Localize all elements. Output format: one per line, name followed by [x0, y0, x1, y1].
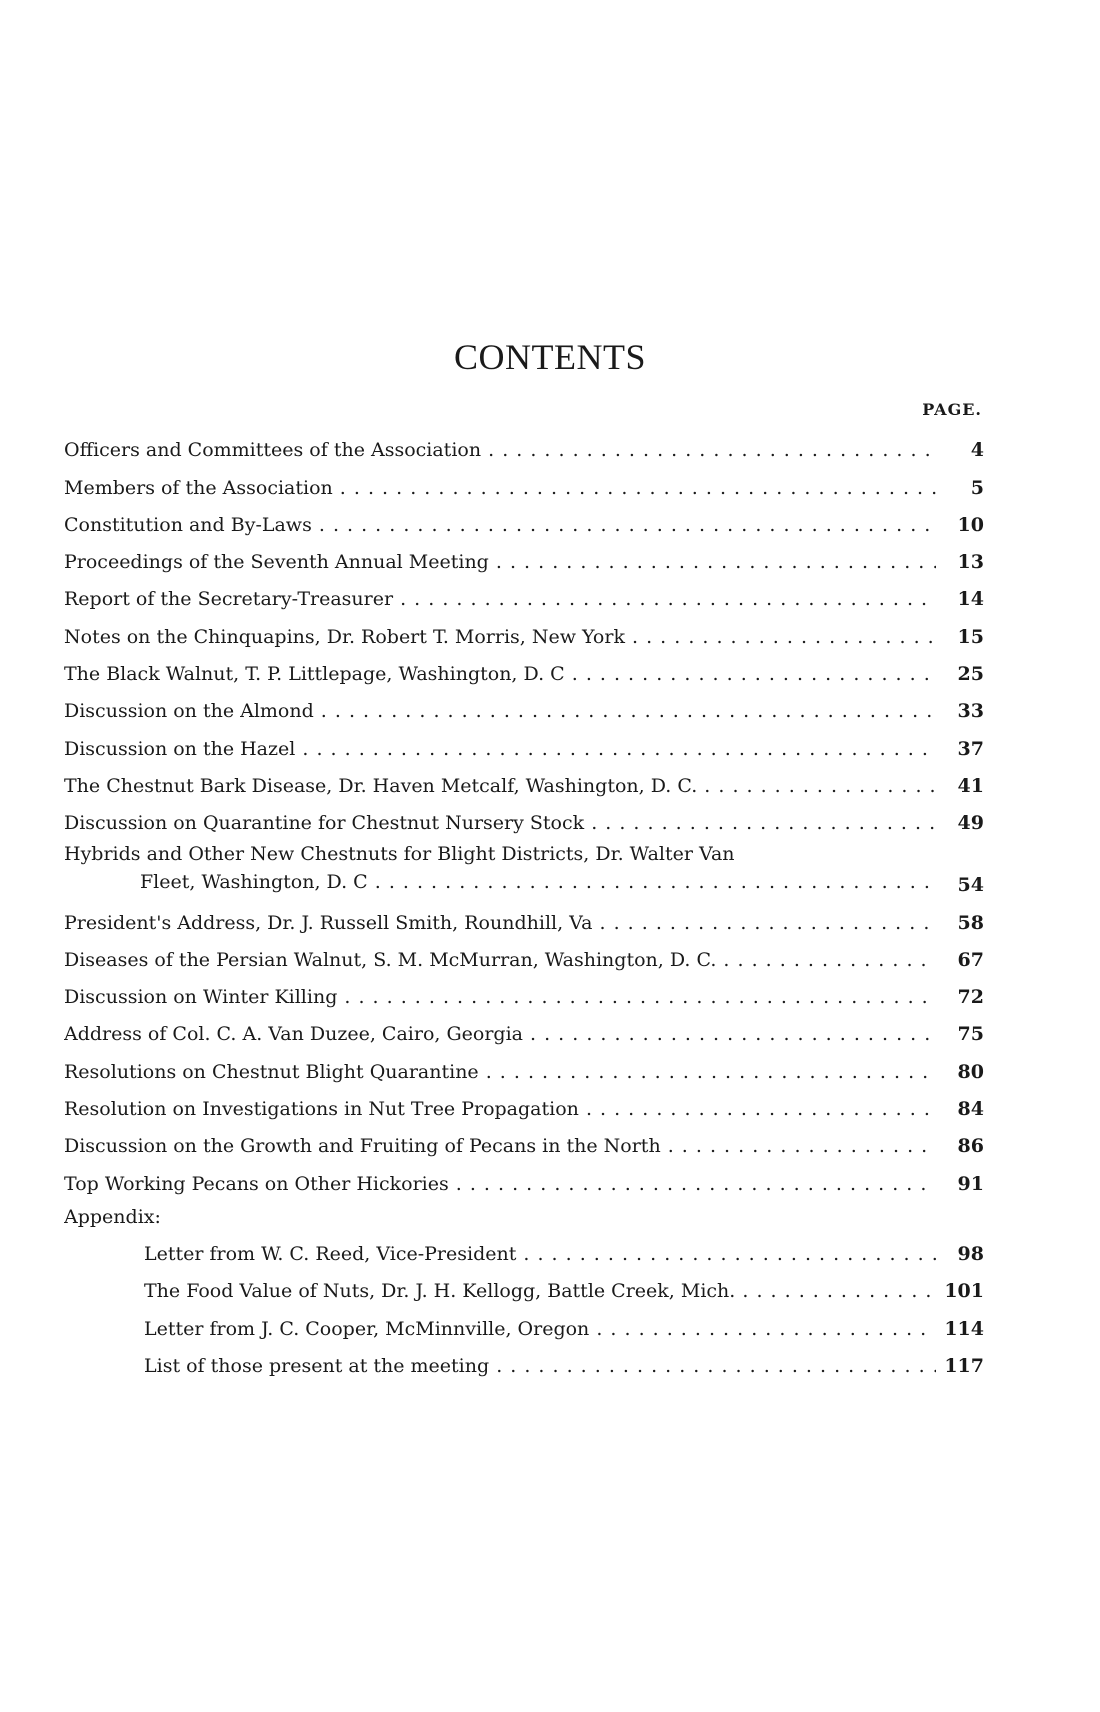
- toc-entry-page: 86: [957, 1135, 984, 1158]
- toc-entry: [64, 505, 984, 542]
- toc-entry-page: 98: [957, 1242, 984, 1265]
- toc-entry-title: Members of the Association . . .: [64, 477, 936, 505]
- toc-entry: [64, 691, 984, 728]
- toc-entry-title-line1: Hybrids and Other New Chestnuts for Blight Districts, Dr. Walter Van: [64, 843, 735, 866]
- appendix-heading-row: [64, 1201, 984, 1234]
- toc-entry-page: 67: [957, 948, 984, 971]
- appendix-heading: Appendix:: [64, 1205, 161, 1228]
- toc-entry-page: 80: [957, 1060, 984, 1083]
- toc-entry-title: Diseases of the Persian Walnut, S. M. McMurran, Washington, D. C. . . .: [64, 949, 936, 977]
- toc-entry-title: Notes on the Chinquapins, Dr. Robert T. Morris, New York . . .: [64, 626, 936, 654]
- toc-entry-title: Discussion on the Growth and Fruiting of Pecans in the North . . .: [64, 1135, 936, 1163]
- toc-entry-page: 84: [957, 1098, 984, 1121]
- toc-entry-title: The Food Value of Nuts, Dr. J. H. Kellogg, Battle Creek, Mich. . . .: [144, 1280, 936, 1308]
- toc-entry-page: 4: [970, 439, 984, 462]
- toc-entry: [64, 1014, 984, 1051]
- toc-entry: [64, 940, 984, 977]
- toc-entry-title: Resolution on Investigations in Nut Tree Propagation . . .: [64, 1098, 936, 1126]
- toc-entry-appendix: [64, 1346, 984, 1383]
- toc-entry-page: 33: [957, 700, 984, 723]
- toc-entry-title: List of those present at the meeting . . .: [144, 1355, 936, 1383]
- toc-entry-title: [64, 840, 936, 902]
- toc-entry-page: 101: [944, 1280, 984, 1303]
- toc-entry-page: 25: [957, 663, 984, 686]
- toc-entry-page: 72: [957, 986, 984, 1009]
- toc-entry-page: 14: [957, 588, 984, 611]
- toc-entry: [64, 430, 984, 467]
- toc-entry-title: Resolutions on Chestnut Blight Quarantine . . .: [64, 1061, 936, 1089]
- toc-entry-page: 54: [957, 874, 984, 897]
- toc-entry-title: Top Working Pecans on Other Hickories . . .: [64, 1173, 936, 1201]
- toc-entry-page: 114: [944, 1317, 984, 1340]
- toc-entry-title: Discussion on Winter Killing . . .: [64, 986, 936, 1014]
- toc-entry: [64, 579, 984, 616]
- page-title: CONTENTS: [454, 337, 646, 377]
- table-of-contents: [64, 430, 984, 1383]
- toc-entry-title: Discussion on the Hazel . . .: [64, 738, 936, 766]
- toc-entry: [64, 616, 984, 653]
- toc-entry-title: The Black Walnut, T. P. Littlepage, Washington, D. C . . .: [64, 663, 936, 691]
- toc-entry-title-line2: Fleet, Washington, D. C . . .: [64, 868, 936, 896]
- toc-entry: [64, 1163, 984, 1200]
- toc-entry-page: 13: [957, 551, 984, 574]
- toc-entry-page: 75: [957, 1023, 984, 1046]
- toc-entry-page: 117: [944, 1354, 984, 1377]
- toc-entry: [64, 977, 984, 1014]
- toc-entry: [64, 1126, 984, 1163]
- toc-entry-title: Address of Col. C. A. Van Duzee, Cairo, Georgia . . .: [64, 1023, 936, 1051]
- toc-entry-title: Letter from J. C. Cooper, McMinnville, Oregon . . .: [144, 1318, 936, 1346]
- toc-entry-page: 41: [957, 774, 984, 797]
- toc-entry-title: Discussion on Quarantine for Chestnut Nursery Stock . . .: [64, 812, 936, 840]
- toc-entry-title: Constitution and By-Laws . . .: [64, 514, 936, 542]
- toc-entry-appendix: [64, 1308, 984, 1345]
- toc-entry-page: 37: [957, 737, 984, 760]
- toc-entry-appendix: [64, 1234, 984, 1271]
- page-column-heading: PAGE.: [922, 400, 982, 419]
- toc-entry-title: Officers and Committees of the Association . . .: [64, 439, 936, 467]
- toc-entry: [64, 803, 984, 840]
- toc-entry: [64, 840, 984, 902]
- toc-entry-title: President's Address, Dr. J. Russell Smith, Roundhill, Va . . .: [64, 912, 936, 940]
- toc-entry: [64, 766, 984, 803]
- toc-entry-page: 10: [957, 513, 984, 536]
- toc-entry-title: The Chestnut Bark Disease, Dr. Haven Metcalf, Washington, D. C. . . .: [64, 775, 936, 803]
- toc-entry: [64, 728, 984, 765]
- toc-entry-page: 58: [957, 911, 984, 934]
- toc-entry-page: 49: [957, 812, 984, 835]
- toc-entry-title: Report of the Secretary-Treasurer . . .: [64, 588, 936, 616]
- toc-entry-title: Discussion on the Almond . . .: [64, 700, 936, 728]
- toc-entry: [64, 654, 984, 691]
- toc-entry-title: Letter from W. C. Reed, Vice-President . . .: [144, 1243, 936, 1271]
- toc-entry: [64, 902, 984, 939]
- toc-entry: [64, 467, 984, 504]
- toc-entry-page: 5: [970, 476, 984, 499]
- toc-entry-page: 91: [957, 1172, 984, 1195]
- toc-entry-appendix: [64, 1271, 984, 1308]
- toc-entry: [64, 1051, 984, 1088]
- toc-entry: [64, 1089, 984, 1126]
- toc-entry: [64, 542, 984, 579]
- toc-entry-page: 15: [957, 625, 984, 648]
- toc-entry-title: Proceedings of the Seventh Annual Meeting . . .: [64, 551, 936, 579]
